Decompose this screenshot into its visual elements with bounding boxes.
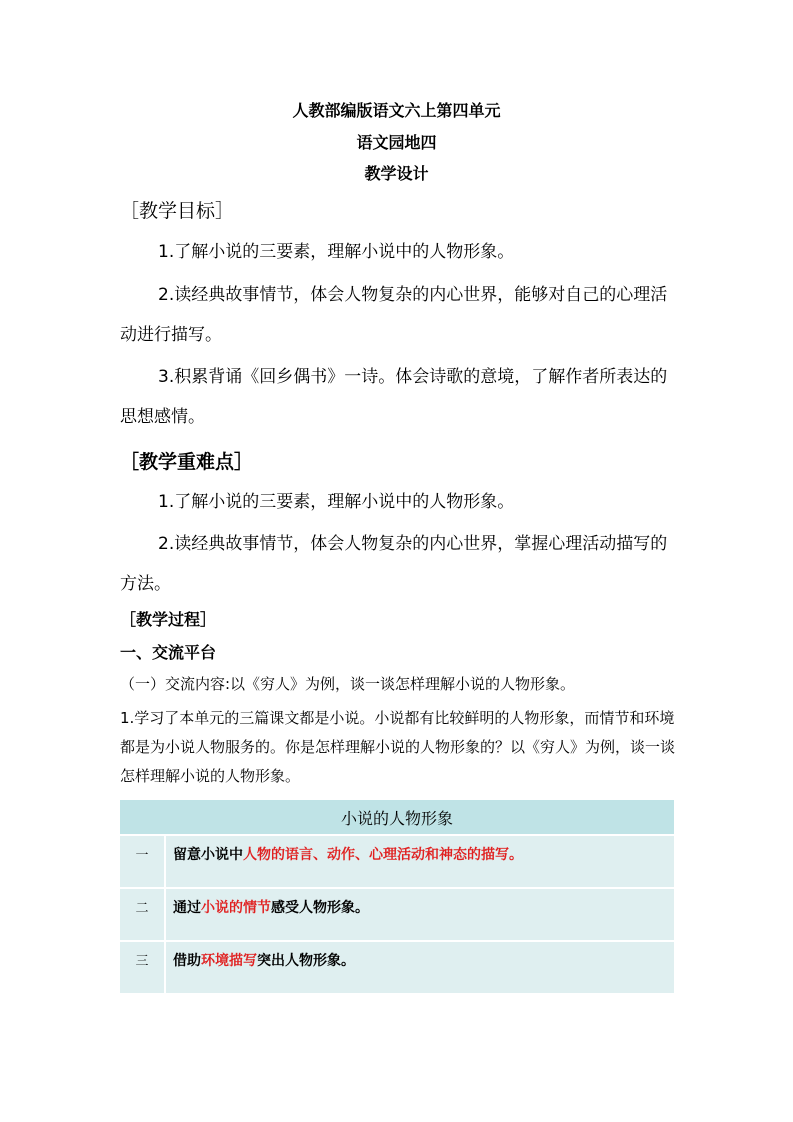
row-text-plain: 留意小说中: [173, 847, 243, 863]
row-number: 三: [120, 941, 165, 994]
table-row: [120, 888, 674, 941]
row-text-plain: 借助: [173, 953, 201, 969]
table-row: [120, 835, 674, 888]
process-heading: ［教学过程］: [120, 610, 217, 629]
key-point-item-1: 1.了解小说的三要素，理解小说中的人物形象。: [158, 492, 515, 512]
row-text-highlight: 小说的情节: [201, 900, 271, 916]
row-text-plain: 通过: [173, 900, 201, 916]
row-text-highlight: 环境描写: [201, 953, 257, 969]
objective-item-3: 3.积累背诵《回乡偶书》一诗。体会诗歌的意境，了解作者所表达的思想感情。: [120, 367, 668, 427]
table-row: [120, 941, 674, 994]
row-text: [165, 888, 674, 941]
key-point-item-2: 2.读经典故事情节，体会人物复杂的内心世界，掌握心理活动描写的方法。: [120, 534, 668, 594]
objective-item-2: 2.读经典故事情节，体会人物复杂的内心世界，能够对自己的心理活动进行描写。: [120, 285, 668, 345]
doc-type-title: 教学设计: [364, 164, 429, 183]
key-points-heading: ［教学重难点］: [120, 451, 254, 473]
part-heading: 一、交流平台: [120, 643, 217, 662]
row-text-highlight: 人物的语言、动作、心理活动和神态的描写。: [243, 847, 523, 863]
row-text-plain: 感受人物形象。: [271, 900, 369, 916]
sub-heading: （一）交流内容:以《穷人》为例，谈一谈怎样理解小说的人物形象。: [120, 675, 576, 693]
objective-item-1: 1.了解小说的三要素，理解小说中的人物形象。: [158, 242, 515, 262]
row-text-plain: 突出人物形象。: [257, 953, 355, 969]
doc-title: 人教部编版语文六上第四单元: [292, 101, 501, 120]
objectives-heading: ［教学目标］: [120, 200, 235, 222]
intro-paragraph: 1.学习了本单元的三篇课文都是小说。小说都有比较鲜明的人物形象，而情节和环境都是为小说人物服务的。你是怎样理解小说的人物形象的？以《穷人》为例，谈一谈怎样理解小说的人物形象。: [120, 709, 676, 785]
row-text: [165, 835, 674, 888]
character-image-table: [120, 800, 674, 995]
row-number: 二: [120, 888, 165, 941]
row-number: 一: [120, 835, 165, 888]
row-text: [165, 941, 674, 994]
table-header-row: [120, 800, 674, 835]
doc-subtitle: 语文园地四: [356, 133, 437, 152]
table-header: 小说的人物形象: [120, 800, 674, 835]
